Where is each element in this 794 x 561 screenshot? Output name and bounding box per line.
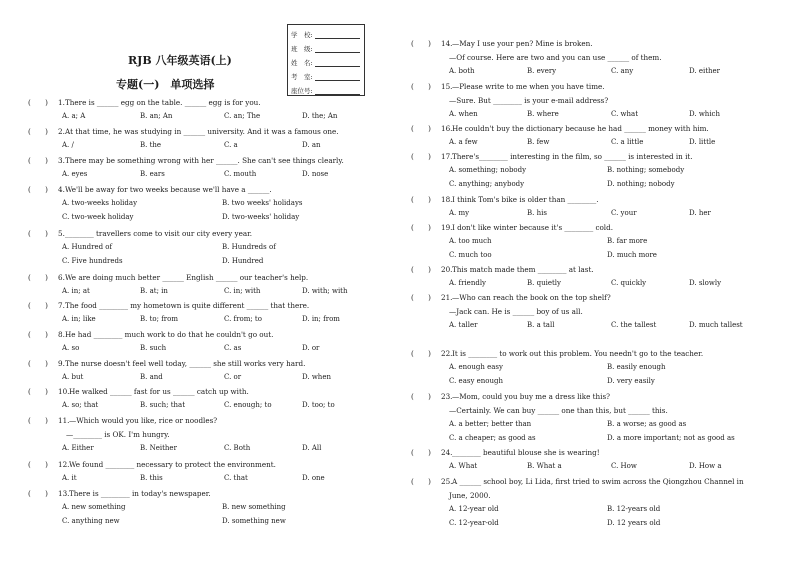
option-b[interactable]: B. such; that — [140, 401, 186, 409]
option-b[interactable]: B. his — [527, 209, 547, 217]
option-c[interactable]: C. two-week holiday — [62, 213, 134, 221]
question-text: A ______ school boy, Li Lida, first tried to swim across the Qiongzhou Channel in — [452, 477, 744, 486]
question-text-line2: —________ is OK. I'm hungry. — [66, 430, 170, 439]
question-number: 6. — [58, 273, 65, 282]
option-a[interactable]: A. Hundred of — [62, 243, 113, 251]
option-b[interactable]: B. few — [527, 138, 550, 146]
option-d[interactable]: D. 12 years old — [607, 519, 661, 527]
option-d[interactable]: D. How a — [689, 462, 722, 470]
answer-blank[interactable]: ( ) — [411, 82, 431, 91]
option-b[interactable]: B. the — [140, 141, 162, 149]
question-text: ________ travellers come to visit our city every year. — [65, 229, 253, 238]
option-c[interactable]: C. from; to — [224, 315, 262, 323]
option-a[interactable]: A. in; at — [62, 287, 90, 295]
option-d[interactable]: D. much more — [607, 251, 657, 259]
question-text: —May I use your pen? Mine is broken. — [452, 39, 593, 48]
question-number: 2. — [58, 127, 65, 136]
option-d[interactable]: D. slowly — [689, 279, 722, 287]
info-row-name — [288, 53, 364, 67]
option-a[interactable]: A. in; like — [62, 315, 96, 323]
option-c[interactable]: C. any — [611, 67, 634, 75]
question-text: At that time, he was studying in ______ university. And it was a famous one. — [65, 127, 339, 136]
answer-blank[interactable]: ( ) — [411, 223, 431, 232]
question-text-line2: —Jack can. He is ______ boy of us all. — [449, 307, 583, 316]
option-d[interactable]: D. very easily — [607, 377, 655, 385]
option-b[interactable]: B. where — [527, 110, 559, 118]
option-a[interactable]: A. new something — [62, 503, 126, 511]
option-c[interactable]: C. your — [611, 209, 637, 217]
question-text: He couldn't buy the dictionary because he had ______ money with him. — [452, 124, 709, 133]
option-c[interactable]: C. mouth — [224, 170, 257, 178]
option-b[interactable]: B. a worse; as good as — [607, 420, 687, 428]
question-text: —Please write to me when you have time. — [452, 82, 605, 91]
option-a[interactable]: A. something; nobody — [449, 166, 527, 174]
option-d[interactable]: D. two-weeks' holiday — [222, 213, 300, 221]
info-label: 座位号: — [291, 87, 313, 95]
option-c[interactable]: C. in; with — [224, 287, 261, 295]
option-d[interactable]: D. something new — [222, 517, 286, 525]
option-b[interactable]: B. easily enough — [607, 363, 666, 371]
info-row-seat — [288, 81, 364, 95]
option-d[interactable]: D. her — [689, 209, 711, 217]
question-number: 23. — [441, 392, 453, 401]
option-d[interactable]: D. a more important; not as good as — [607, 434, 735, 442]
question-number: 3. — [58, 156, 65, 165]
info-row-school — [288, 25, 364, 39]
answer-blank[interactable]: ( ) — [28, 330, 48, 339]
answer-blank[interactable]: ( ) — [28, 359, 48, 368]
question-number: 8. — [58, 330, 65, 339]
option-a[interactable]: A. too much — [449, 237, 492, 245]
question-text: There is ________ in today's newspaper. — [69, 489, 211, 498]
question-number: 11. — [58, 416, 70, 425]
option-b[interactable]: B. far more — [607, 237, 648, 245]
question-text: ________ beautiful blouse she is wearing! — [452, 448, 600, 457]
answer-blank[interactable]: ( ) — [28, 156, 48, 165]
answer-blank[interactable]: ( ) — [411, 195, 431, 204]
option-d[interactable]: D. either — [689, 67, 721, 75]
question-number: 7. — [58, 301, 65, 310]
question-text: He had ________ much work to do that he couldn't go out. — [65, 330, 274, 339]
question-number: 16. — [441, 124, 453, 133]
option-c[interactable]: C. enough; to — [224, 401, 272, 409]
info-label: 考 室: — [291, 73, 313, 81]
option-c[interactable]: C. Both — [224, 444, 251, 452]
option-b[interactable]: B. Hundreds of — [222, 243, 276, 251]
option-d[interactable]: D. the; An — [302, 112, 338, 120]
option-b[interactable]: B. to; from — [140, 315, 178, 323]
option-c[interactable]: C. that — [224, 474, 248, 482]
option-d[interactable]: D. nothing; nobody — [607, 180, 675, 188]
option-a[interactable]: A. two-weeks holiday — [62, 199, 138, 207]
info-blank[interactable] — [315, 73, 360, 81]
option-b[interactable]: B. new something — [222, 503, 286, 511]
option-a[interactable]: A. a few — [449, 138, 478, 146]
question-text: There is ______ egg on the table. ______ egg is for you. — [65, 98, 261, 107]
option-d[interactable]: D. in; from — [302, 315, 340, 323]
answer-blank[interactable]: ( ) — [28, 127, 48, 136]
option-c[interactable]: C. or — [224, 373, 242, 381]
question-text: I don't like winter because it's ________ cold. — [452, 223, 613, 232]
student-info-box — [287, 24, 365, 96]
question-text: We are doing much better ______ English ______ our teacher's help. — [65, 273, 309, 282]
option-c[interactable]: C. anything; anybody — [449, 180, 525, 188]
option-c[interactable]: C. easy enough — [449, 377, 504, 385]
option-b[interactable]: B. Neither — [140, 444, 177, 452]
question-text: He walked ______ fast for us ______ catch up with. — [69, 387, 249, 396]
question-text-line2: —Sure. But ________ is your e-mail address? — [449, 96, 609, 105]
option-b[interactable]: B. such — [140, 344, 167, 352]
option-a[interactable]: A. but — [62, 373, 84, 381]
question-number: 22. — [441, 349, 453, 358]
option-d[interactable]: D. little — [689, 138, 716, 146]
question-number: 25. — [441, 477, 453, 486]
option-a[interactable]: A. 12-year old — [449, 505, 499, 513]
question-number: 9. — [58, 359, 65, 368]
option-d[interactable]: D. too; to — [302, 401, 335, 409]
option-b[interactable]: B. quietly — [527, 279, 561, 287]
info-label: 班 级: — [291, 45, 313, 53]
question-text: It is ________ to work out this problem. You needn't go to the teacher. — [452, 349, 704, 358]
option-c[interactable]: C. as — [224, 344, 242, 352]
option-a[interactable]: A. so — [62, 344, 80, 352]
option-a[interactable]: A. enough easy — [449, 363, 503, 371]
option-b[interactable]: B. nothing; somebody — [607, 166, 685, 174]
question-number: 15. — [441, 82, 453, 91]
option-c[interactable]: C. what — [611, 110, 639, 118]
book-title: RJB 八年级英语(上) — [128, 54, 232, 67]
option-b[interactable]: B. every — [527, 67, 557, 75]
option-d[interactable]: D. with; with — [302, 287, 348, 295]
question-number: 13. — [58, 489, 70, 498]
option-d[interactable]: D. nose — [302, 170, 329, 178]
question-text: —Which would you like, rice or noodles? — [69, 416, 218, 425]
question-number: 21. — [441, 293, 453, 302]
question-number: 4. — [58, 185, 65, 194]
option-c[interactable]: C. 12-year-old — [449, 519, 499, 527]
option-d[interactable]: D. Hundred — [222, 257, 264, 265]
answer-blank[interactable]: ( ) — [411, 124, 431, 133]
option-c[interactable]: C. a — [224, 141, 238, 149]
right-page — [397, 0, 794, 561]
question-text: There may be something wrong with her ______. She can't see things clearly. — [65, 156, 344, 165]
option-a[interactable]: A. a; A — [62, 112, 86, 120]
option-d[interactable]: D. All — [302, 444, 322, 452]
option-a[interactable]: A. / — [62, 141, 74, 149]
answer-blank[interactable]: ( ) — [28, 387, 48, 396]
question-text: We'll be away for two weeks because we'll have a ______. — [65, 185, 272, 194]
info-blank[interactable] — [315, 31, 360, 39]
answer-blank[interactable]: ( ) — [411, 448, 431, 457]
question-number: 20. — [441, 265, 453, 274]
info-blank[interactable] — [315, 45, 360, 53]
option-b[interactable]: B. and — [140, 373, 163, 381]
question-number: 19. — [441, 223, 453, 232]
option-b[interactable]: B. two weeks' holidays — [222, 199, 303, 207]
option-c[interactable]: C. How — [611, 462, 637, 470]
option-d[interactable]: D. or — [302, 344, 320, 352]
answer-blank[interactable]: ( ) — [411, 293, 431, 302]
option-a[interactable]: A. eyes — [62, 170, 88, 178]
option-a[interactable]: A. a better; better than — [449, 420, 532, 428]
question-number: 14. — [441, 39, 453, 48]
answer-blank[interactable]: ( ) — [411, 39, 431, 48]
question-text: I think Tom's bike is older than ________. — [452, 195, 599, 204]
option-b[interactable]: B. ears — [140, 170, 165, 178]
option-a[interactable]: A. friendly — [449, 279, 487, 287]
answer-blank[interactable]: ( ) — [28, 98, 48, 107]
answer-blank[interactable]: ( ) — [28, 460, 48, 469]
answer-blank[interactable]: ( ) — [28, 416, 48, 425]
question-text: We found ________ necessary to protect the environment. — [69, 460, 276, 469]
option-a[interactable]: A. it — [62, 474, 77, 482]
option-d[interactable]: D. much tallest — [689, 321, 743, 329]
question-text-line2: June, 2000. — [449, 491, 491, 500]
info-blank[interactable] — [315, 87, 360, 95]
option-c[interactable]: C. the tallest — [611, 321, 657, 329]
info-row-class — [288, 39, 364, 53]
question-number: 18. — [441, 195, 453, 204]
question-number: 5. — [58, 229, 65, 238]
question-number: 12. — [58, 460, 70, 469]
answer-blank[interactable]: ( ) — [411, 349, 431, 358]
option-d[interactable]: D. one — [302, 474, 325, 482]
question-number: 10. — [58, 387, 70, 396]
question-text-line2: —Of course. Here are two and you can use ______ of them. — [449, 53, 662, 62]
question-text: The nurse doesn't feel well today, ______ she still works very hard. — [65, 359, 306, 368]
option-a[interactable]: A. Either — [62, 444, 94, 452]
option-b[interactable]: B. an; An — [140, 112, 173, 120]
answer-blank[interactable]: ( ) — [411, 477, 431, 486]
option-c[interactable]: C. anything new — [62, 517, 120, 525]
option-c[interactable]: C. Five hundreds — [62, 257, 123, 265]
question-number: 24. — [441, 448, 453, 457]
answer-blank[interactable]: ( ) — [411, 152, 431, 161]
option-b[interactable]: B. 12-years old — [607, 505, 661, 513]
option-c[interactable]: C. quickly — [611, 279, 647, 287]
option-b[interactable]: B. a tall — [527, 321, 555, 329]
option-a[interactable]: A. so; that — [62, 401, 99, 409]
option-a[interactable]: A. What — [449, 462, 478, 470]
answer-blank[interactable]: ( ) — [411, 392, 431, 401]
option-c[interactable]: C. an; The — [224, 112, 261, 120]
option-d[interactable]: D. when — [302, 373, 331, 381]
option-b[interactable]: B. at; in — [140, 287, 168, 295]
info-blank[interactable] — [315, 59, 360, 67]
info-row-room — [288, 67, 364, 81]
option-c[interactable]: C. a cheaper; as good as — [449, 434, 536, 442]
option-d[interactable]: D. which — [689, 110, 720, 118]
question-number: 17. — [441, 152, 453, 161]
answer-blank[interactable]: ( ) — [28, 229, 48, 238]
question-text: The food ________ my hometown is quite different ______ that there. — [65, 301, 310, 310]
section-title: 专题(一) 单项选择 — [116, 78, 215, 91]
option-b[interactable]: B. this — [140, 474, 163, 482]
answer-blank[interactable]: ( ) — [411, 265, 431, 274]
option-b[interactable]: B. What a — [527, 462, 562, 470]
question-text: —Mom, could you buy me a dress like this? — [452, 392, 611, 401]
question-text: —Who can reach the book on the top shelf? — [452, 293, 611, 302]
option-d[interactable]: D. an — [302, 141, 321, 149]
question-text: There's________ interesting in the film, so ______ is interested in it. — [452, 152, 693, 161]
option-a[interactable]: A. when — [449, 110, 478, 118]
option-a[interactable]: A. both — [449, 67, 475, 75]
option-a[interactable]: A. taller — [449, 321, 478, 329]
answer-blank[interactable]: ( ) — [28, 301, 48, 310]
answer-blank[interactable]: ( ) — [28, 185, 48, 194]
answer-blank[interactable]: ( ) — [28, 489, 48, 498]
answer-blank[interactable]: ( ) — [28, 273, 48, 282]
option-c[interactable]: C. much too — [449, 251, 492, 259]
option-a[interactable]: A. my — [449, 209, 470, 217]
info-label: 学 校: — [291, 31, 313, 39]
option-c[interactable]: C. a little — [611, 138, 644, 146]
question-text: This match made them ________ at last. — [452, 265, 594, 274]
question-text-line2: —Certainly. We can buy ______ one than this, but ______ this. — [449, 406, 668, 415]
question-number: 1. — [58, 98, 65, 107]
info-label: 姓 名: — [291, 59, 313, 67]
